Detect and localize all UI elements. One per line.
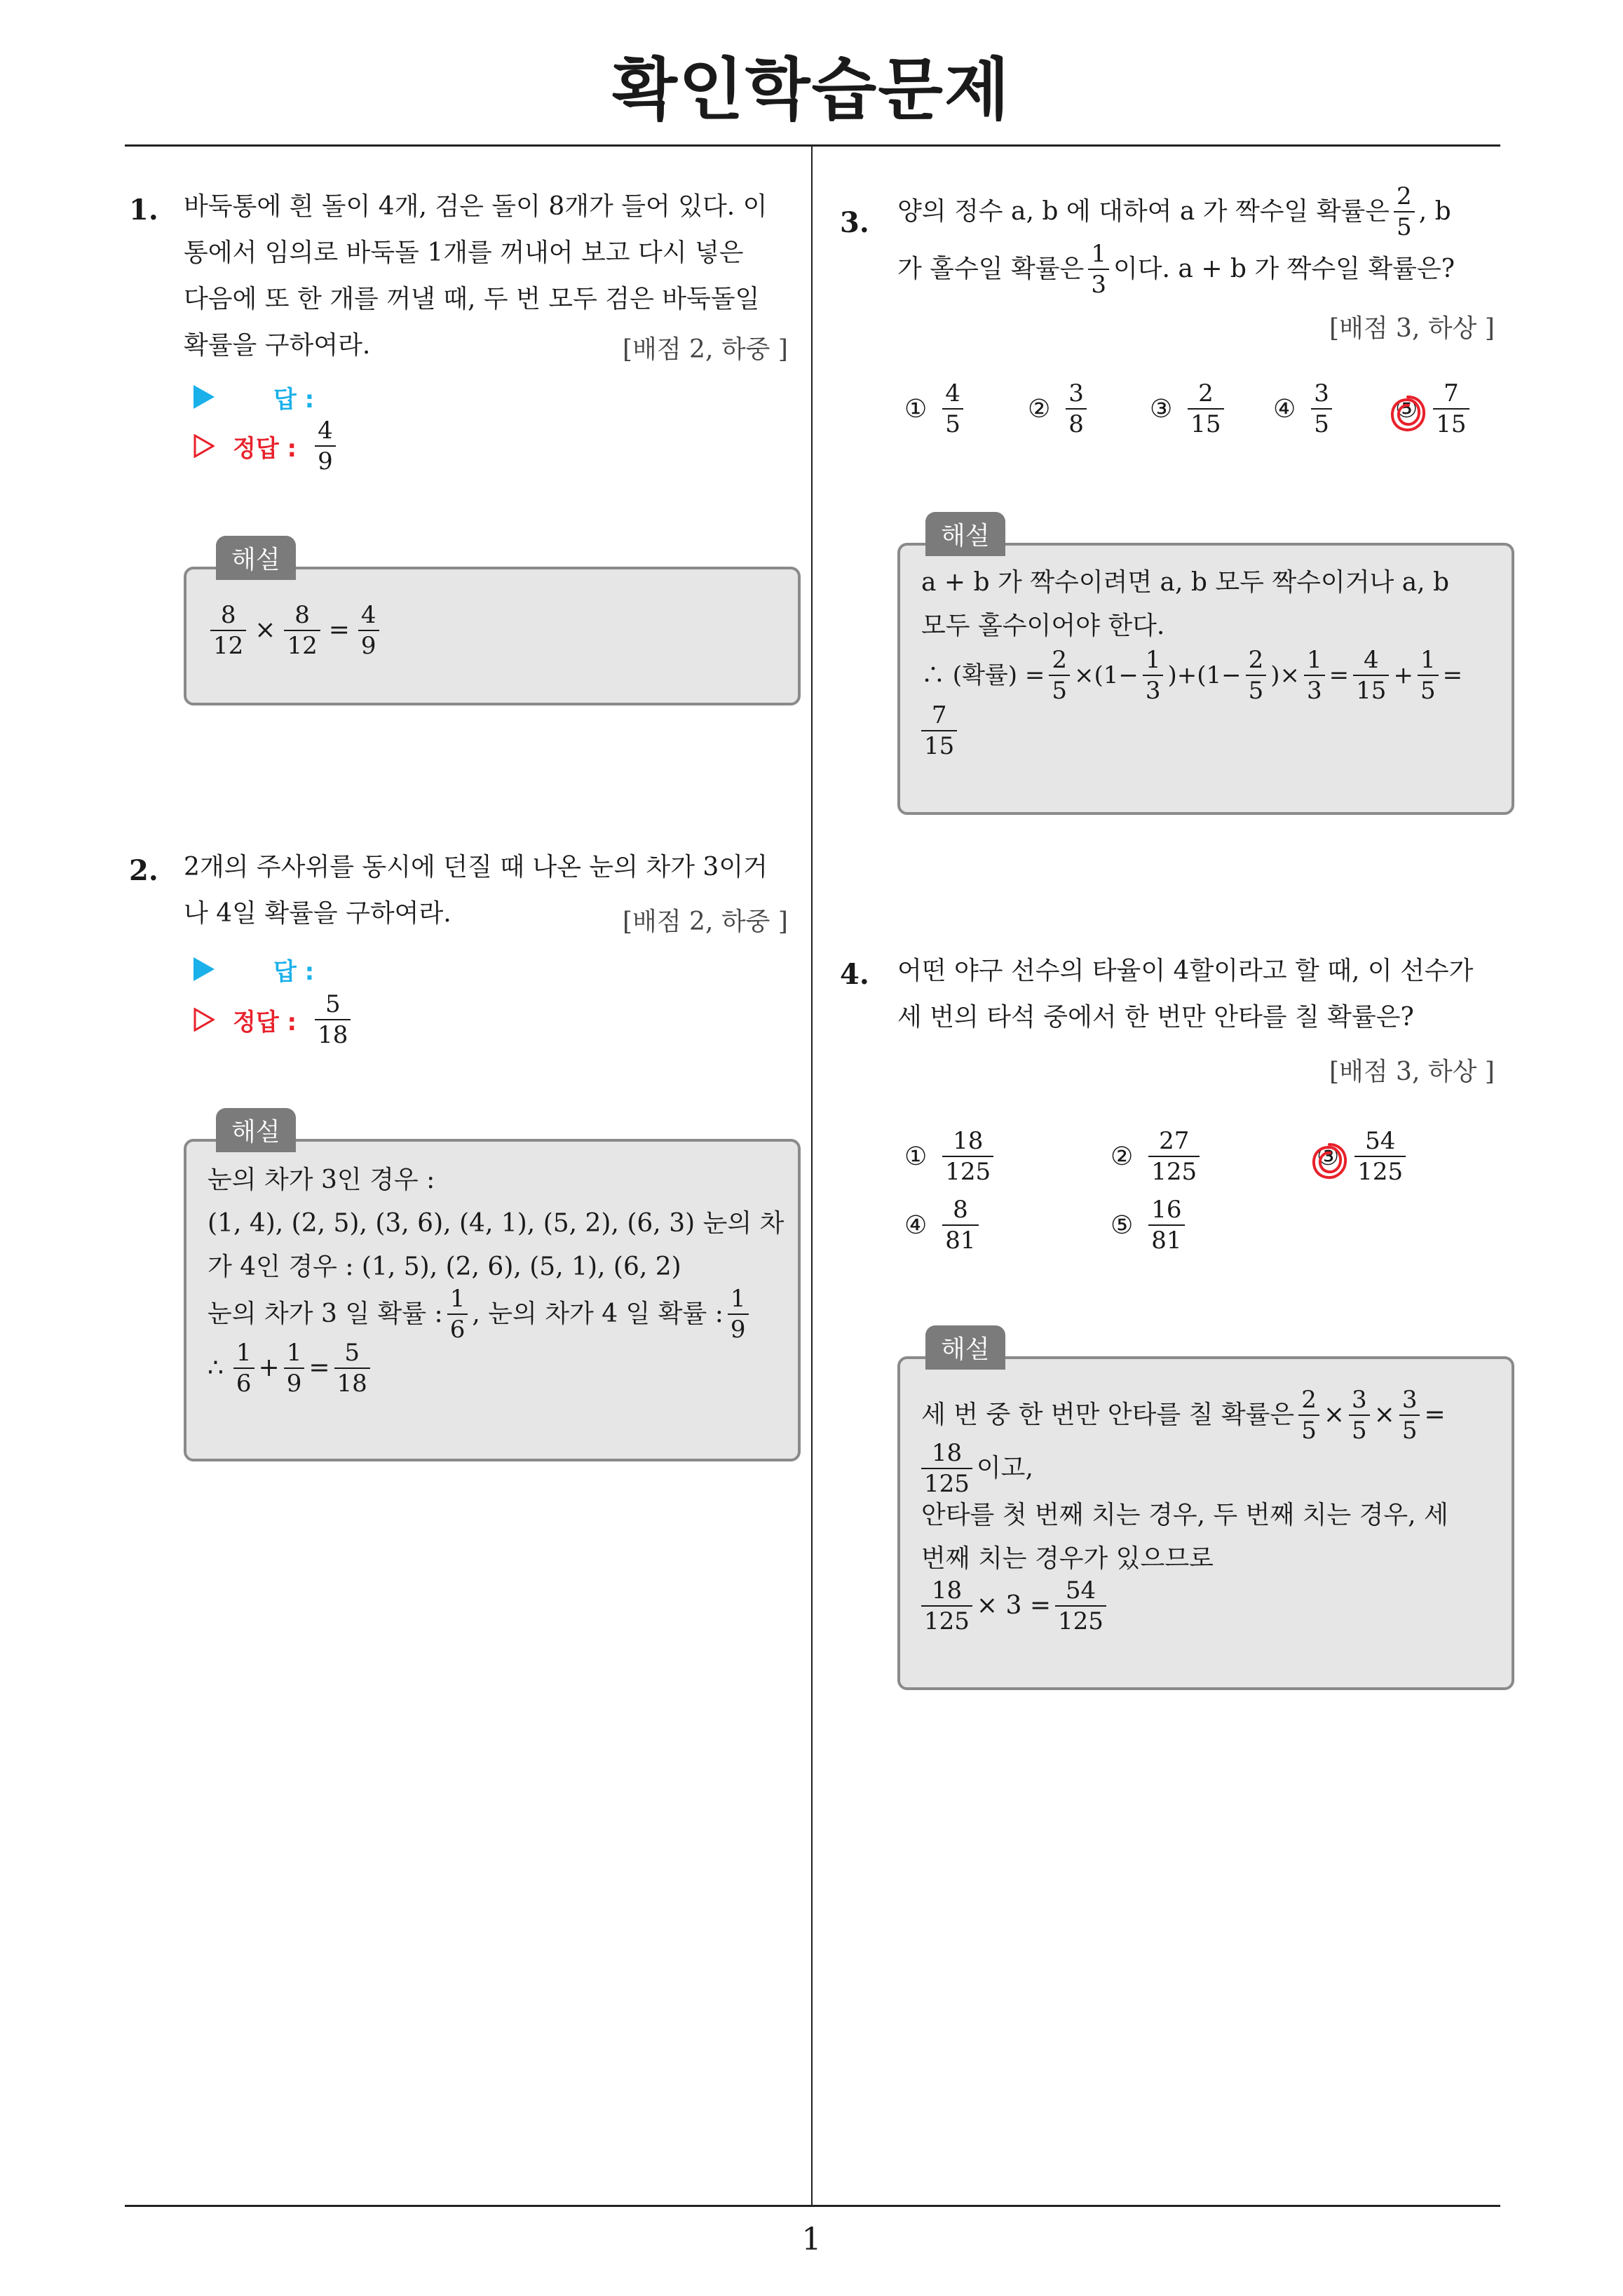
fraction: $\frac{1}{3}$	[1143, 648, 1164, 703]
solution-line	[921, 1576, 1503, 1635]
fraction: $\frac{4}{5}$	[942, 381, 963, 436]
fraction: $\frac{3}{5}$	[1399, 1388, 1420, 1443]
fraction: $\frac{8}{81}$	[942, 1198, 978, 1252]
solution-tag: 해설	[925, 512, 1005, 556]
solution-line	[921, 648, 1503, 703]
page-number: 1	[801, 2222, 822, 2257]
operator: ×	[1373, 1400, 1395, 1429]
question-line: 세 번의 타석 중에서 한 번만 안타를 칠 확률은?	[897, 1003, 1414, 1032]
operator: ×	[254, 616, 276, 644]
solution-text: ×(1−	[1073, 661, 1139, 689]
solution-box	[897, 1335, 1514, 1690]
solution-box	[897, 522, 1514, 815]
fraction: $\frac{1}{5}$	[1418, 648, 1439, 703]
top-rule	[125, 144, 1500, 147]
question-number: 1.	[129, 194, 158, 227]
correct-answer-row	[193, 414, 340, 478]
solution-text: +	[1393, 661, 1413, 689]
choice-2[interactable]	[1028, 381, 1091, 436]
solution-text: × 3 =	[976, 1591, 1052, 1620]
therefore-symbol: ∴	[208, 1353, 224, 1382]
selected-answer-mark	[1387, 393, 1429, 435]
fraction: $\frac{1}{3}$	[1088, 242, 1109, 297]
choice-4[interactable]	[904, 1196, 983, 1255]
score-meta: [배점 2, 하중 ]	[623, 335, 788, 364]
operator: ×	[1323, 1400, 1345, 1429]
solution-line: a + b 가 짝수이려면 a, b 모두 짝수이거나 a, b	[921, 568, 1450, 597]
page-title: 확인학습문제	[612, 50, 1011, 129]
choice-1[interactable]	[904, 1129, 998, 1184]
solution-line: 안타를 첫 번째 치는 경우, 두 번째 치는 경우, 세	[921, 1501, 1448, 1529]
fraction: $\frac{3}{5}$	[1349, 1388, 1370, 1443]
question-number: 2.	[129, 854, 158, 887]
score-meta: [배점 3, 하상 ]	[1329, 314, 1495, 343]
question-line: 2개의 주사위를 동시에 던질 때 나온 눈의 차가 3이거	[184, 853, 768, 882]
solution-text: ∴ (확률) =	[921, 661, 1045, 689]
solution-line: (1, 4), (2, 5), (3, 6), (4, 1), (5, 2), (6, 3) 눈의 차	[208, 1209, 785, 1238]
fraction: $\frac{1}{6}$	[447, 1287, 468, 1342]
choice-number: ④	[1273, 394, 1296, 424]
selected-answer-mark	[1308, 1140, 1350, 1182]
solution-line	[208, 1339, 789, 1397]
question-line: 나 4일 확률을 구하여라.	[184, 899, 451, 928]
solution-line: 가 4인 경우 : (1, 5), (2, 6), (5, 1), (6, 2)	[208, 1252, 681, 1281]
choice-number: ⑤	[1395, 394, 1418, 424]
fraction: $\frac{7}{15}$	[1433, 381, 1469, 436]
solution-tag: 해설	[925, 1325, 1005, 1370]
solution-tag: 해설	[216, 536, 296, 580]
choice-number: ②	[1111, 1142, 1134, 1171]
play-triangle-icon	[193, 957, 215, 981]
operator: =	[1424, 1400, 1446, 1429]
solution-line	[921, 1439, 1503, 1498]
choice-5[interactable]	[1111, 1196, 1189, 1255]
choice-number: ④	[904, 1210, 928, 1240]
score-meta: [배점 2, 하중 ]	[623, 907, 788, 936]
fraction: $\frac{3}{5}$	[1311, 381, 1332, 436]
question-text-part: 가 홀수일 확률은	[897, 255, 1085, 283]
fraction: $\frac{7}{15}$	[921, 703, 957, 758]
fraction: $\frac{27}{125}$	[1148, 1129, 1200, 1184]
solution-body	[921, 1386, 1503, 1635]
correct-fraction: $\frac{5}{18}$	[315, 992, 351, 1047]
question-text	[897, 948, 1528, 1041]
solution-body	[208, 1159, 789, 1397]
solution-body	[206, 603, 383, 658]
fraction: $\frac{5}{18}$	[334, 1341, 370, 1396]
choice-number: ①	[904, 1142, 928, 1171]
fraction: $\frac{18}{125}$	[942, 1129, 993, 1184]
solution-body	[921, 561, 1503, 759]
choice-number: ③	[1150, 394, 1173, 424]
question-line: 통에서 임의로 바둑돌 1개를 꺼내어 보고 다시 넣은	[184, 238, 744, 267]
column-divider	[811, 144, 813, 2206]
question-line: 바둑통에 흰 돌이 4개, 검은 돌이 8개가 들어 있다. 이	[184, 192, 768, 221]
fraction: $\frac{54}{125}$	[1055, 1579, 1106, 1633]
operator: =	[308, 1353, 330, 1382]
correct-label: 정답 :	[233, 434, 297, 463]
fraction: $\frac{1}{3}$	[1304, 648, 1325, 703]
question-line	[897, 240, 1528, 299]
fraction: $\frac{4}{15}$	[1353, 648, 1389, 703]
outline-triangle-icon	[193, 434, 215, 458]
fraction: $\frac{3}{8}$	[1066, 381, 1087, 436]
solution-text: 이고,	[976, 1454, 1033, 1483]
solution-tag: 해설	[216, 1108, 296, 1152]
choice-number: ③	[1317, 1142, 1340, 1171]
question-line	[897, 184, 1528, 240]
correct-fraction: $\frac{4}{9}$	[315, 419, 336, 473]
solution-text: 눈의 차가 3 일 확률 :	[208, 1299, 443, 1328]
solution-box	[184, 1118, 801, 1461]
operator: =	[328, 616, 350, 644]
fraction: $\frac{16}{81}$	[1148, 1198, 1184, 1252]
solution-line	[921, 1387, 1503, 1443]
play-triangle-icon	[193, 385, 215, 409]
correct-label: 정답 :	[233, 1008, 297, 1036]
choice-number: ①	[904, 394, 928, 424]
fraction: $\frac{2}{5}$	[1298, 1388, 1319, 1443]
bottom-rule	[125, 2205, 1500, 2207]
solution-line: 눈의 차가 3인 경우 :	[208, 1166, 435, 1194]
choice-number: ②	[1028, 394, 1051, 424]
solution-line	[208, 1285, 789, 1344]
fraction: $\frac{18}{125}$	[921, 1441, 972, 1496]
fraction: $\frac{2}{5}$	[1246, 648, 1267, 703]
solution-text: 세 번 중 한 번만 안타를 칠 확률은	[921, 1400, 1295, 1429]
choice-1[interactable]	[904, 381, 967, 436]
choice-2[interactable]	[1111, 1129, 1204, 1184]
answer-label: 답 :	[273, 385, 315, 414]
question-text	[897, 184, 1528, 299]
question-text-part: 이다. a + b 가 짝수일 확률은?	[1113, 255, 1455, 283]
outline-triangle-icon	[193, 1008, 215, 1032]
fraction: $\frac{18}{125}$	[921, 1579, 972, 1633]
choice-3[interactable]	[1150, 381, 1228, 436]
question-text-part: 양의 정수 a, b 에 대하여 a 가 짝수일 확률은	[897, 197, 1390, 226]
solution-text: =	[1442, 661, 1463, 689]
question-number: 4.	[840, 958, 869, 991]
question-line: 다음에 또 한 개를 꺼낼 때, 두 번 모두 검은 바둑돌일	[184, 285, 760, 313]
correct-answer-row	[193, 987, 355, 1052]
fraction: $\frac{8}{12}$	[284, 603, 320, 658]
question-text-part: , b	[1418, 197, 1451, 226]
solution-text: , 눈의 차가 4 일 확률 :	[472, 1299, 724, 1328]
question-line: 확률을 구하여라.	[184, 331, 371, 360]
choice-4[interactable]	[1273, 381, 1336, 436]
choice-number: ⑤	[1111, 1210, 1134, 1240]
solution-line: 번째 치는 경우가 있으므로	[921, 1544, 1214, 1573]
fraction: $\frac{8}{12}$	[210, 603, 246, 658]
fraction: $\frac{1}{9}$	[728, 1287, 749, 1342]
answer-label: 답 :	[273, 957, 315, 986]
fraction: $\frac{2}{5}$	[1049, 648, 1070, 703]
fraction: $\frac{54}{125}$	[1354, 1129, 1406, 1184]
solution-box	[184, 546, 801, 705]
question-number: 3.	[840, 206, 869, 239]
fraction: $\frac{1}{9}$	[284, 1341, 305, 1396]
fraction: $\frac{4}{9}$	[358, 603, 379, 658]
answer-row	[193, 951, 314, 987]
solution-text: =	[1329, 661, 1350, 689]
fraction: $\frac{2}{5}$	[1394, 184, 1415, 239]
score-meta: [배점 3, 하상 ]	[1329, 1058, 1495, 1086]
solution-line	[921, 703, 1503, 759]
solution-text: )×	[1270, 661, 1301, 689]
fraction: $\frac{1}{6}$	[233, 1341, 254, 1396]
question-line: 어떤 야구 선수의 타율이 4할이라고 할 때, 이 선수가	[897, 957, 1474, 985]
solution-text: )+(1−	[1167, 661, 1242, 689]
answer-row	[193, 379, 314, 415]
fraction: $\frac{2}{15}$	[1188, 381, 1223, 436]
operator: +	[258, 1353, 280, 1382]
solution-line: 모두 홀수이어야 한다.	[921, 612, 1165, 640]
